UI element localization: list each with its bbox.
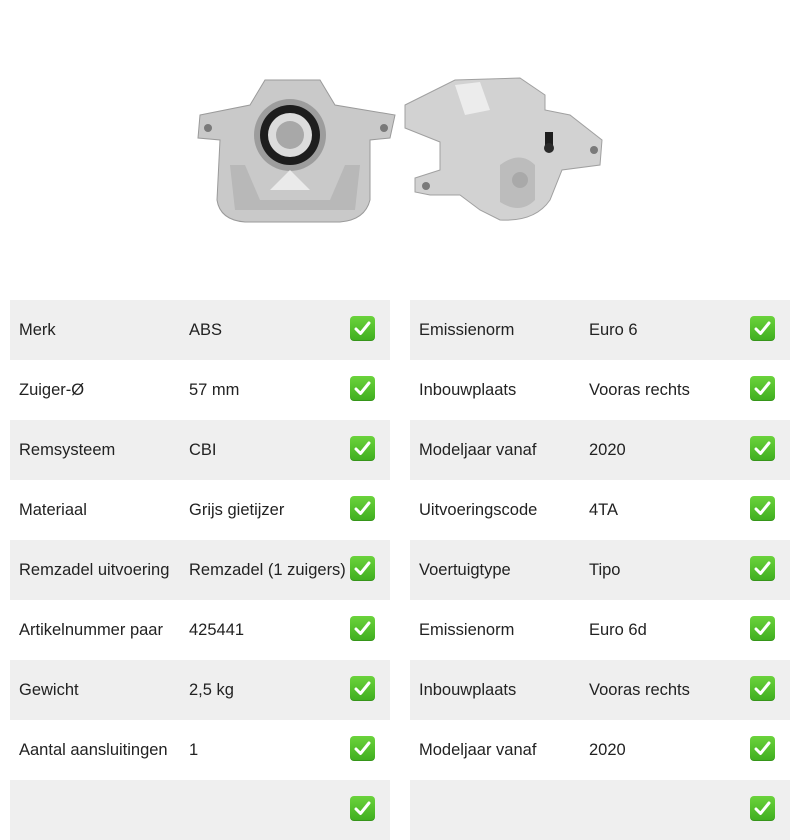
spec-value: Vooras rechts — [589, 681, 690, 699]
spec-row-artikelnummer — [10, 600, 390, 660]
spec-row-partial — [10, 780, 390, 840]
check-mark-icon — [750, 376, 775, 401]
spec-label: Voertuigtype — [419, 561, 511, 579]
spec-row-merk — [10, 300, 390, 360]
spec-row-modeljaar — [410, 420, 790, 480]
spec-row-voertuigtype — [410, 540, 790, 600]
spec-row-inbouwplaats-2 — [410, 660, 790, 720]
spec-label: Aantal aansluitingen — [19, 741, 168, 759]
right-caliper-illustration — [405, 78, 602, 220]
check-mark-icon — [750, 676, 775, 701]
check-mark-icon — [750, 436, 775, 461]
check-mark-icon — [350, 736, 375, 761]
spec-value: 4TA — [589, 501, 619, 519]
spec-value: Euro 6 — [589, 321, 638, 339]
spec-row-modeljaar-2 — [410, 720, 790, 780]
spec-value: 57 mm — [189, 381, 240, 399]
check-mark-icon — [750, 556, 775, 581]
spec-row-aansluitingen — [10, 720, 390, 780]
spec-row-uitvoeringscode — [410, 480, 790, 540]
spec-label: Modeljaar vanaf — [419, 441, 537, 459]
spec-value: 2020 — [589, 741, 626, 759]
spec-value: Euro 6d — [589, 621, 647, 639]
spec-row-zuiger — [10, 360, 390, 420]
spec-label: Remsysteem — [19, 441, 116, 459]
spec-label: Uitvoeringscode — [419, 501, 538, 519]
spec-value: Grijs gietijzer — [189, 501, 285, 519]
spec-label: Inbouwplaats — [419, 681, 517, 699]
spec-value: Tipo — [589, 561, 621, 579]
spec-label: Inbouwplaats — [419, 381, 517, 399]
spec-row-emissienorm-2 — [410, 600, 790, 660]
spec-label: Merk — [19, 321, 56, 339]
spec-label: Emissienorm — [419, 621, 515, 639]
spec-label: Remzadel uitvoering — [19, 561, 170, 579]
spec-value: CBI — [189, 441, 217, 459]
spec-row-remsysteem — [10, 420, 390, 480]
check-mark-icon — [350, 676, 375, 701]
spec-value: 2020 — [589, 441, 626, 459]
spec-value: 2,5 kg — [189, 681, 234, 699]
spec-row-emissienorm — [410, 300, 790, 360]
product-image — [190, 70, 610, 230]
check-mark-icon — [350, 496, 375, 521]
check-mark-icon — [750, 736, 775, 761]
spec-value: Remzadel (1 zuigers) — [189, 561, 346, 579]
check-mark-icon — [350, 616, 375, 641]
check-mark-icon — [350, 436, 375, 461]
spec-table-right — [410, 300, 790, 840]
spec-label: Modeljaar vanaf — [419, 741, 537, 759]
spec-value: 1 — [189, 741, 199, 759]
spec-row-partial — [410, 780, 790, 840]
spec-label: Artikelnummer paar — [19, 621, 163, 639]
check-mark-icon — [350, 316, 375, 341]
check-mark-icon — [750, 316, 775, 341]
spec-row-gewicht — [10, 660, 390, 720]
spec-label: Zuiger-Ø — [19, 381, 85, 399]
left-caliper-illustration — [198, 80, 395, 222]
spec-label: Gewicht — [19, 681, 79, 699]
spec-value: 425441 — [189, 621, 245, 639]
spec-value: Vooras rechts — [589, 381, 690, 399]
check-mark-icon — [750, 496, 775, 521]
spec-label: Materiaal — [19, 501, 87, 519]
spec-table-left — [10, 300, 390, 840]
check-mark-icon — [750, 616, 775, 641]
spec-row-remzadel — [10, 540, 390, 600]
spec-value: ABS — [189, 321, 223, 339]
check-mark-icon — [350, 376, 375, 401]
check-mark-icon — [350, 556, 375, 581]
spec-row-materiaal — [10, 480, 390, 540]
spec-row-inbouwplaats — [410, 360, 790, 420]
spec-label: Emissienorm — [419, 321, 515, 339]
